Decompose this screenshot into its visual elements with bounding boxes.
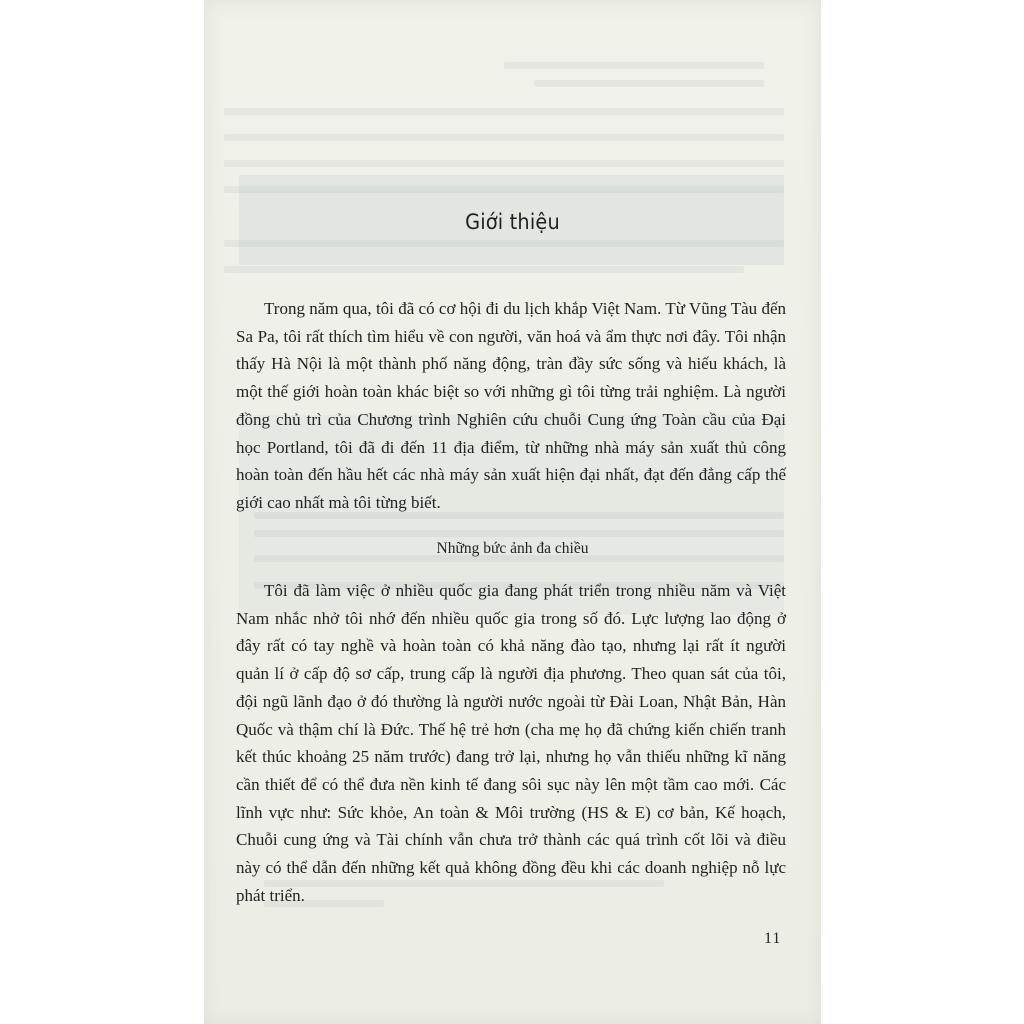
section-subheading: Những bức ảnh đa chiều — [436, 540, 589, 557]
intro-paragraph: Trong năm qua, tôi đã có cơ hội đi du lịch khắp Việt Nam. Từ Vũng Tàu đến Sa Pa, tôi rất thích tìm hiểu về con người, văn hoá và ẩm thực nơi đây. Tôi nhận thấy Hà Nội là một thành phố năng động, tràn đầy sức sống và hiếu khách, là một thế giới hoàn toàn khác biệt so với những gì tôi từng trải nghiệm. Là người đồng chủ trì của Chương trình Nghiên cứu chuỗi Cung ứng Toàn cầu của Đại học Portland, tôi đã đi đến 11 địa điểm, từ những nhà máy sản xuất thủ công hoàn toàn đến hầu hết các nhà máy sản xuất hiện đại nhất, đạt đến đẳng cấp thế giới cao nhất mà tôi từng biết. — [236, 299, 786, 512]
page-number: 11 — [764, 930, 782, 947]
book-page — [204, 0, 821, 1024]
body-paragraph: Tôi đã làm việc ở nhiều quốc gia đang phát triển trong nhiều năm và Việt Nam nhắc nhở tôi nhớ đến nhiều quốc gia trong số đó. Lực lượng lao động ở đây rất có tay nghề và hoàn toàn có khả năng đào tạo, nhưng lại rất ít người quản lí ở cấp độ sơ cấp, trung cấp là người địa phương. Theo quan sát của tôi, đội ngũ lãnh đạo ở đó thường là người nước ngoài từ Đài Loan, Nhật Bản, Hàn Quốc và thậm chí là Đức. Thế hệ trẻ hơn (cha mẹ họ đã chứng kiến chiến tranh kết thúc khoảng 25 năm trước) đang trở lại, nhưng họ vẫn thiếu những kĩ năng cần thiết để có thể đưa nền kinh tế đang sôi sục này lên một tầm cao mới. Các lĩnh vực như: Sức khỏe, An toàn & Môi trường (HS & E) cơ bản, Kế hoạch, Chuỗi cung ứng và Tài chính vẫn chưa trở thành các quá trình cốt lõi và điều này có thể dẫn đến những kết quả không đồng đều khi các doanh nghiệp nỗ lực phát triển. — [236, 581, 786, 905]
chapter-title: Giới thiệu — [465, 210, 560, 234]
